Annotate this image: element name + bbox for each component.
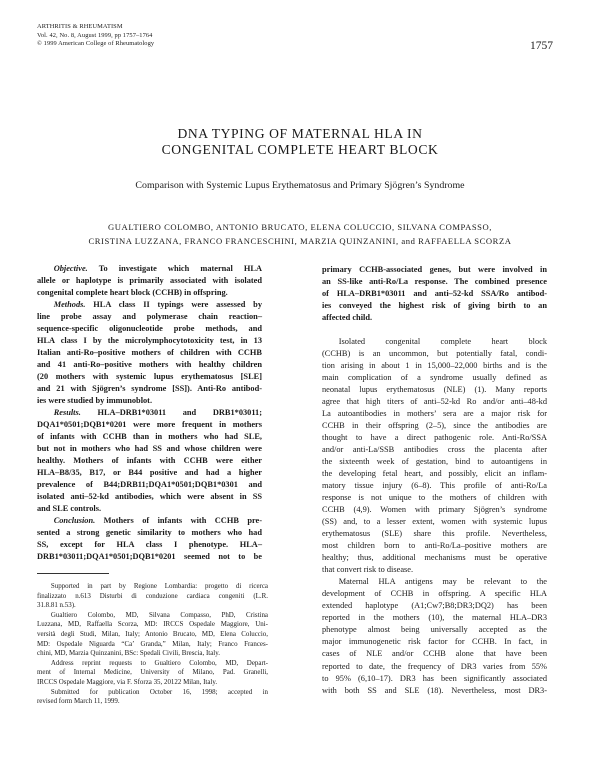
abstract-line: Methods. HLA class II typings were assessed by — [53, 300, 262, 310]
abstract-line: of infants with CCHB than in mothers who had SLE, — [37, 432, 262, 442]
body-line: development of CCHB in offspring. A specific HLA — [322, 589, 547, 599]
abstract-line: isolated anti–52-kd antibodies, which were absent in SS — [37, 492, 262, 502]
abstract-line: and 41 anti-Ro–positive mothers with healthy children — [37, 360, 262, 370]
footnote-line: chini, MD, Marzia Quinzanini, BSc: Spedali Civili, Brescia, Italy. — [37, 649, 220, 658]
body-line: (SS) and, to a lesser extent, women with systemic lupus — [322, 517, 547, 527]
footnote-line: ment of Internal Medicine, University of Milano, Pad. Granelli, — [37, 668, 268, 677]
body-line: erythematosus (SLE) share this profile. Nevertheless, — [322, 529, 547, 539]
abstract-line: ies were studied by immunoblot. — [37, 396, 153, 406]
abstract-line: DQA1*0501;DQB1*0201 were more frequent in mothers — [37, 420, 262, 430]
abstract-line: and 21 with Sjögren’s syndrome [SS]). Anti-Ro antibod- — [37, 384, 262, 394]
footnote-line: Supported in part by Regione Lombardia: progetto di ricerca — [50, 582, 268, 590]
author-line-1: GUALTIERO COLOMBO, ANTONIO BRUCATO, ELENA COLUCCIO, SILVANA COMPASSO, — [108, 222, 492, 232]
journal-name: ARTHRITIS & RHEUMATISM — [37, 23, 123, 30]
body-line: to 95% (6,10–17). DR3 has been significantly associated — [322, 673, 547, 683]
body-line: reported to date, the frequency of DR3 varies from 55% — [322, 661, 547, 671]
body-line: CCHB (4,9). Women with primary Sjögren’s syndrome — [322, 505, 547, 515]
journal-copyright: © 1999 American College of Rheumatology — [37, 40, 155, 48]
right-column — [322, 264, 547, 697]
body-line: response is not unique to the mothers of children with — [322, 493, 547, 503]
body-line: with both SS and SLE (18). Nevertheless, most DR3- — [322, 685, 547, 695]
body-line: the sixteenth week of gestation, bind to autoantigens in — [322, 457, 547, 467]
conclusion-label: Conclusion. — [53, 516, 96, 526]
abstract-line: (20 mothers with systemic lupus erythematosus [SLE] — [37, 372, 262, 382]
body-line: main complication of a syndrome usually defined as — [322, 373, 547, 383]
body-line: major immunogenetic risk factor for CCHB. In fact, in — [322, 637, 547, 647]
abstract-line: ies conveyed the highest risk of giving birth to an — [322, 301, 547, 311]
abstract-line: of HLA–DRB1*03011 and anti–52-kd SSA/Ro antibod- — [322, 289, 547, 299]
abstract-line: healthy. Mothers of infants with CCHB were either — [37, 456, 262, 466]
abstract-line: congenital complete heart block (CCHB) in offspring. — [37, 288, 228, 298]
abstract-line: affected child. — [322, 313, 373, 323]
abstract-line: Objective. To investigate which maternal HLA — [53, 264, 262, 273]
abstract-line: and SLE controls. — [37, 504, 102, 514]
abstract-line: allele or haplotype is primarily associated with isolated — [37, 276, 262, 286]
abstract-line: primary CCHB-associated genes, but were involved in — [322, 265, 547, 274]
body-line: thought to have a direct pathogenic role. Anti-Ro/SSA — [322, 433, 547, 443]
body-line: matory tissue injury (6–8). This profile of anti-Ro/La — [322, 481, 547, 491]
footnote-line: Submitted for publication October 16, 1998; accepted in — [50, 687, 268, 696]
abstract-line: sequence-specific oligonucleotide probe methods, and — [37, 324, 262, 334]
body-line: tion arising in about 1 in 15,000–22,000 births and is the — [322, 361, 547, 371]
body-line: healthy; thus, additional mechanisms must be operative — [322, 553, 547, 563]
abstract-line: an SS-like anti-Ro/La response. The combined presence — [322, 277, 547, 287]
article-title-line-2: CONGENITAL COMPLETE HEART BLOCK — [161, 142, 439, 157]
footnote-line: MD: Ospedale Niguarda “Ca’ Granda,” Milan, Italy; Franco Frances- — [37, 639, 268, 648]
journal-volume: Vol. 42, No. 8, August 1999, pp 1757–1764 — [37, 31, 153, 39]
footnote-line: Gualtiero Colombo, MD, Silvana Compasso, PhD, Cristina — [50, 610, 268, 619]
objective-label: Objective. — [53, 264, 88, 273]
footnote-line: IRCCS Ospedale Maggiore, via F. Sforza 35, 20122 Milan, Italy. — [37, 677, 218, 686]
abstract-line: Italian anti-Ro–positive mothers of children with CCHB — [37, 348, 262, 358]
body-line: extended haplotype (A1;Cw7;B8;DR3;DQ2) has been — [322, 601, 547, 611]
abstract-line: Results. HLA–DRB1*03011 and DRB1*03011; — [53, 408, 262, 418]
methods-label: Methods. — [53, 300, 86, 310]
body-line: most children born to anti-Ro/La–positive mothers are — [322, 541, 547, 551]
abstract-line: sented a strong genetic similarity to mothers who had — [37, 528, 262, 538]
footnote-rule — [37, 573, 109, 574]
article-title-line-1: DNA TYPING OF MATERNAL HLA IN — [177, 126, 423, 141]
body-line: agree that high titers of anti–52-kd Ro and/or anti–48-kd — [322, 397, 547, 407]
body-line: La autoantibodies in mothers’ sera are a major risk for — [322, 409, 547, 419]
body-line: neonatal lupus erythematosus (NLE) (1). Many reports — [322, 385, 547, 395]
abstract-line: but not in mothers who had SS and whose children were — [37, 444, 262, 454]
body-line: (CCHB) is an uncommon, but potentially fatal, condi- — [322, 349, 547, 359]
footnote-line: revised form March 11, 1999. — [37, 697, 120, 706]
body-line: CCHB in their offspring (2–5), since the antibodies are — [322, 421, 547, 431]
body-line: and/or anti-La/SSB antibodies cross the placenta after — [322, 445, 547, 455]
footnote-line: finalizzato n.613 Disturbi di conduzione cardiaca congeniti (L.R. — [37, 591, 268, 600]
abstract-line: HLA class I by the microlymphocytotoxicity test, in 13 — [37, 336, 262, 346]
journal-header — [37, 23, 154, 49]
footnote-line: Luzzana, MD, Raffaella Scorza, MD: IRCCS Ospedale Maggiore, Uni- — [37, 620, 268, 629]
footnote-line: versità degli Studi, Milan, Italy; Antonio Brucato, MD, Elena Coluccio, — [37, 629, 268, 638]
body-line: Isolated congenital complete heart block — [338, 337, 547, 347]
footnote-line: 31.8.81 n.53). — [37, 601, 76, 610]
abstract-line: DRB1*03011;DQA1*0501;DQB1*0201 seemed not to be — [37, 552, 262, 562]
abstract-line: Conclusion. Mothers of infants with CCHB pre- — [53, 516, 262, 526]
page-number: 1757 — [530, 40, 553, 52]
footnote-line: Address reprint requests to Gualtiero Colombo, MD, Depart- — [50, 658, 268, 667]
body-line: reported in the mothers (10), the maternal HLA–DR3 — [322, 613, 547, 623]
abstract-line: SS, except for HLA class I phenotype. HLA– — [37, 540, 262, 550]
body-line: the developing fetal heart, and possibly, elicit an inflam- — [322, 469, 547, 479]
body-line: phenotype almost being universally accepted as the — [322, 625, 547, 635]
footnotes — [37, 582, 268, 707]
abstract-left-column — [37, 263, 262, 563]
abstract-line: prevalence of B44;DRB11;DQA1*0501;DQB1*0301 and — [37, 480, 262, 490]
body-line: Maternal HLA antigens may be relevant to the — [338, 577, 547, 587]
author-line-2: CRISTINA LUZZANA, FRANCO FRANCESCHINI, MARZIA QUINZANINI, and RAFFAELLA SCORZA — [88, 236, 512, 246]
body-line: cases of NLE and/or CCHB alone that have been — [322, 649, 547, 659]
abstract-line: HLA–B8/35, B17, or B44 positive and had a higher — [37, 468, 262, 478]
abstract-line: line probe assay and polymerase chain reaction– — [37, 312, 262, 322]
article-subtitle: Comparison with Systemic Lupus Erythematosus and Primary Sjögren’s Syndrome — [135, 180, 465, 191]
body-line: that convert risk to disease. — [322, 565, 414, 575]
results-label: Results. — [53, 408, 81, 418]
